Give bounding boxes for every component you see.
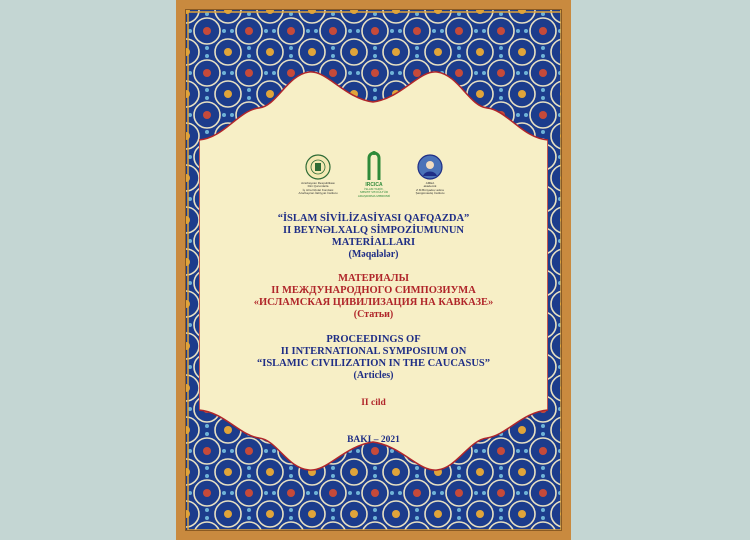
ircica-caption: İSLAM TARİX, SƏNƏT VƏ KÜLTÜR ARAŞDIRMA MƏRKƏZİ [357, 187, 391, 198]
panel-arch-shape [199, 70, 548, 472]
az-title-line-1: “İSLAM SİVİLİZASİYASI QAFQAZDA” [277, 213, 470, 224]
state-committee-logo [305, 154, 331, 180]
az-title-line-3: MATERİALLARI [331, 237, 416, 248]
en-title-line-2: II INTERNATIONAL SYMPOSIUM ON [280, 346, 467, 357]
az-title-line-2: II BEYNƏLXALQ SİMPOZİUMUNUN [282, 225, 465, 236]
volume-label: II cild [361, 398, 386, 408]
ircica-logo [365, 150, 383, 182]
ru-title-line-2: II МЕЖДУНАРОДНОГО СИМПОЗИУМА [271, 285, 476, 296]
az-subtitle: (Məqalələr) [348, 249, 399, 260]
ru-title-line-1: МАТЕРИАЛЫ [338, 273, 409, 284]
en-subtitle: (Articles) [353, 370, 394, 381]
en-title-line-3: “ISLAMIC CIVILIZATION IN THE CAUCASUS” [257, 358, 490, 369]
text-panel [199, 70, 548, 472]
book-cover [176, 0, 571, 540]
ru-subtitle: (Статьи) [353, 309, 394, 320]
ru-title-line-3: «ИСЛАМСКАЯ ЦИВИЛИЗАЦИЯ НА КАВКАЗЕ» [253, 297, 494, 308]
state-committee-caption: Azərbaycan Respublikası Dini Qurumlarla İş üzrə Dövlət Komitəsi Azərbaycan İlahiyyat İnstitutu [298, 181, 338, 196]
anas-institute-caption: AMEA akademik Z.M.Bünyadov adına Şərqşünaslıq İnstitutu [415, 181, 445, 196]
place-year: BAKI – 2021 [347, 435, 400, 445]
ircica-name: IRCICA [365, 182, 383, 188]
anas-institute-logo [417, 154, 443, 180]
ornamental-border [185, 9, 562, 531]
en-title-line-1: PROCEEDINGS OF [326, 334, 421, 345]
